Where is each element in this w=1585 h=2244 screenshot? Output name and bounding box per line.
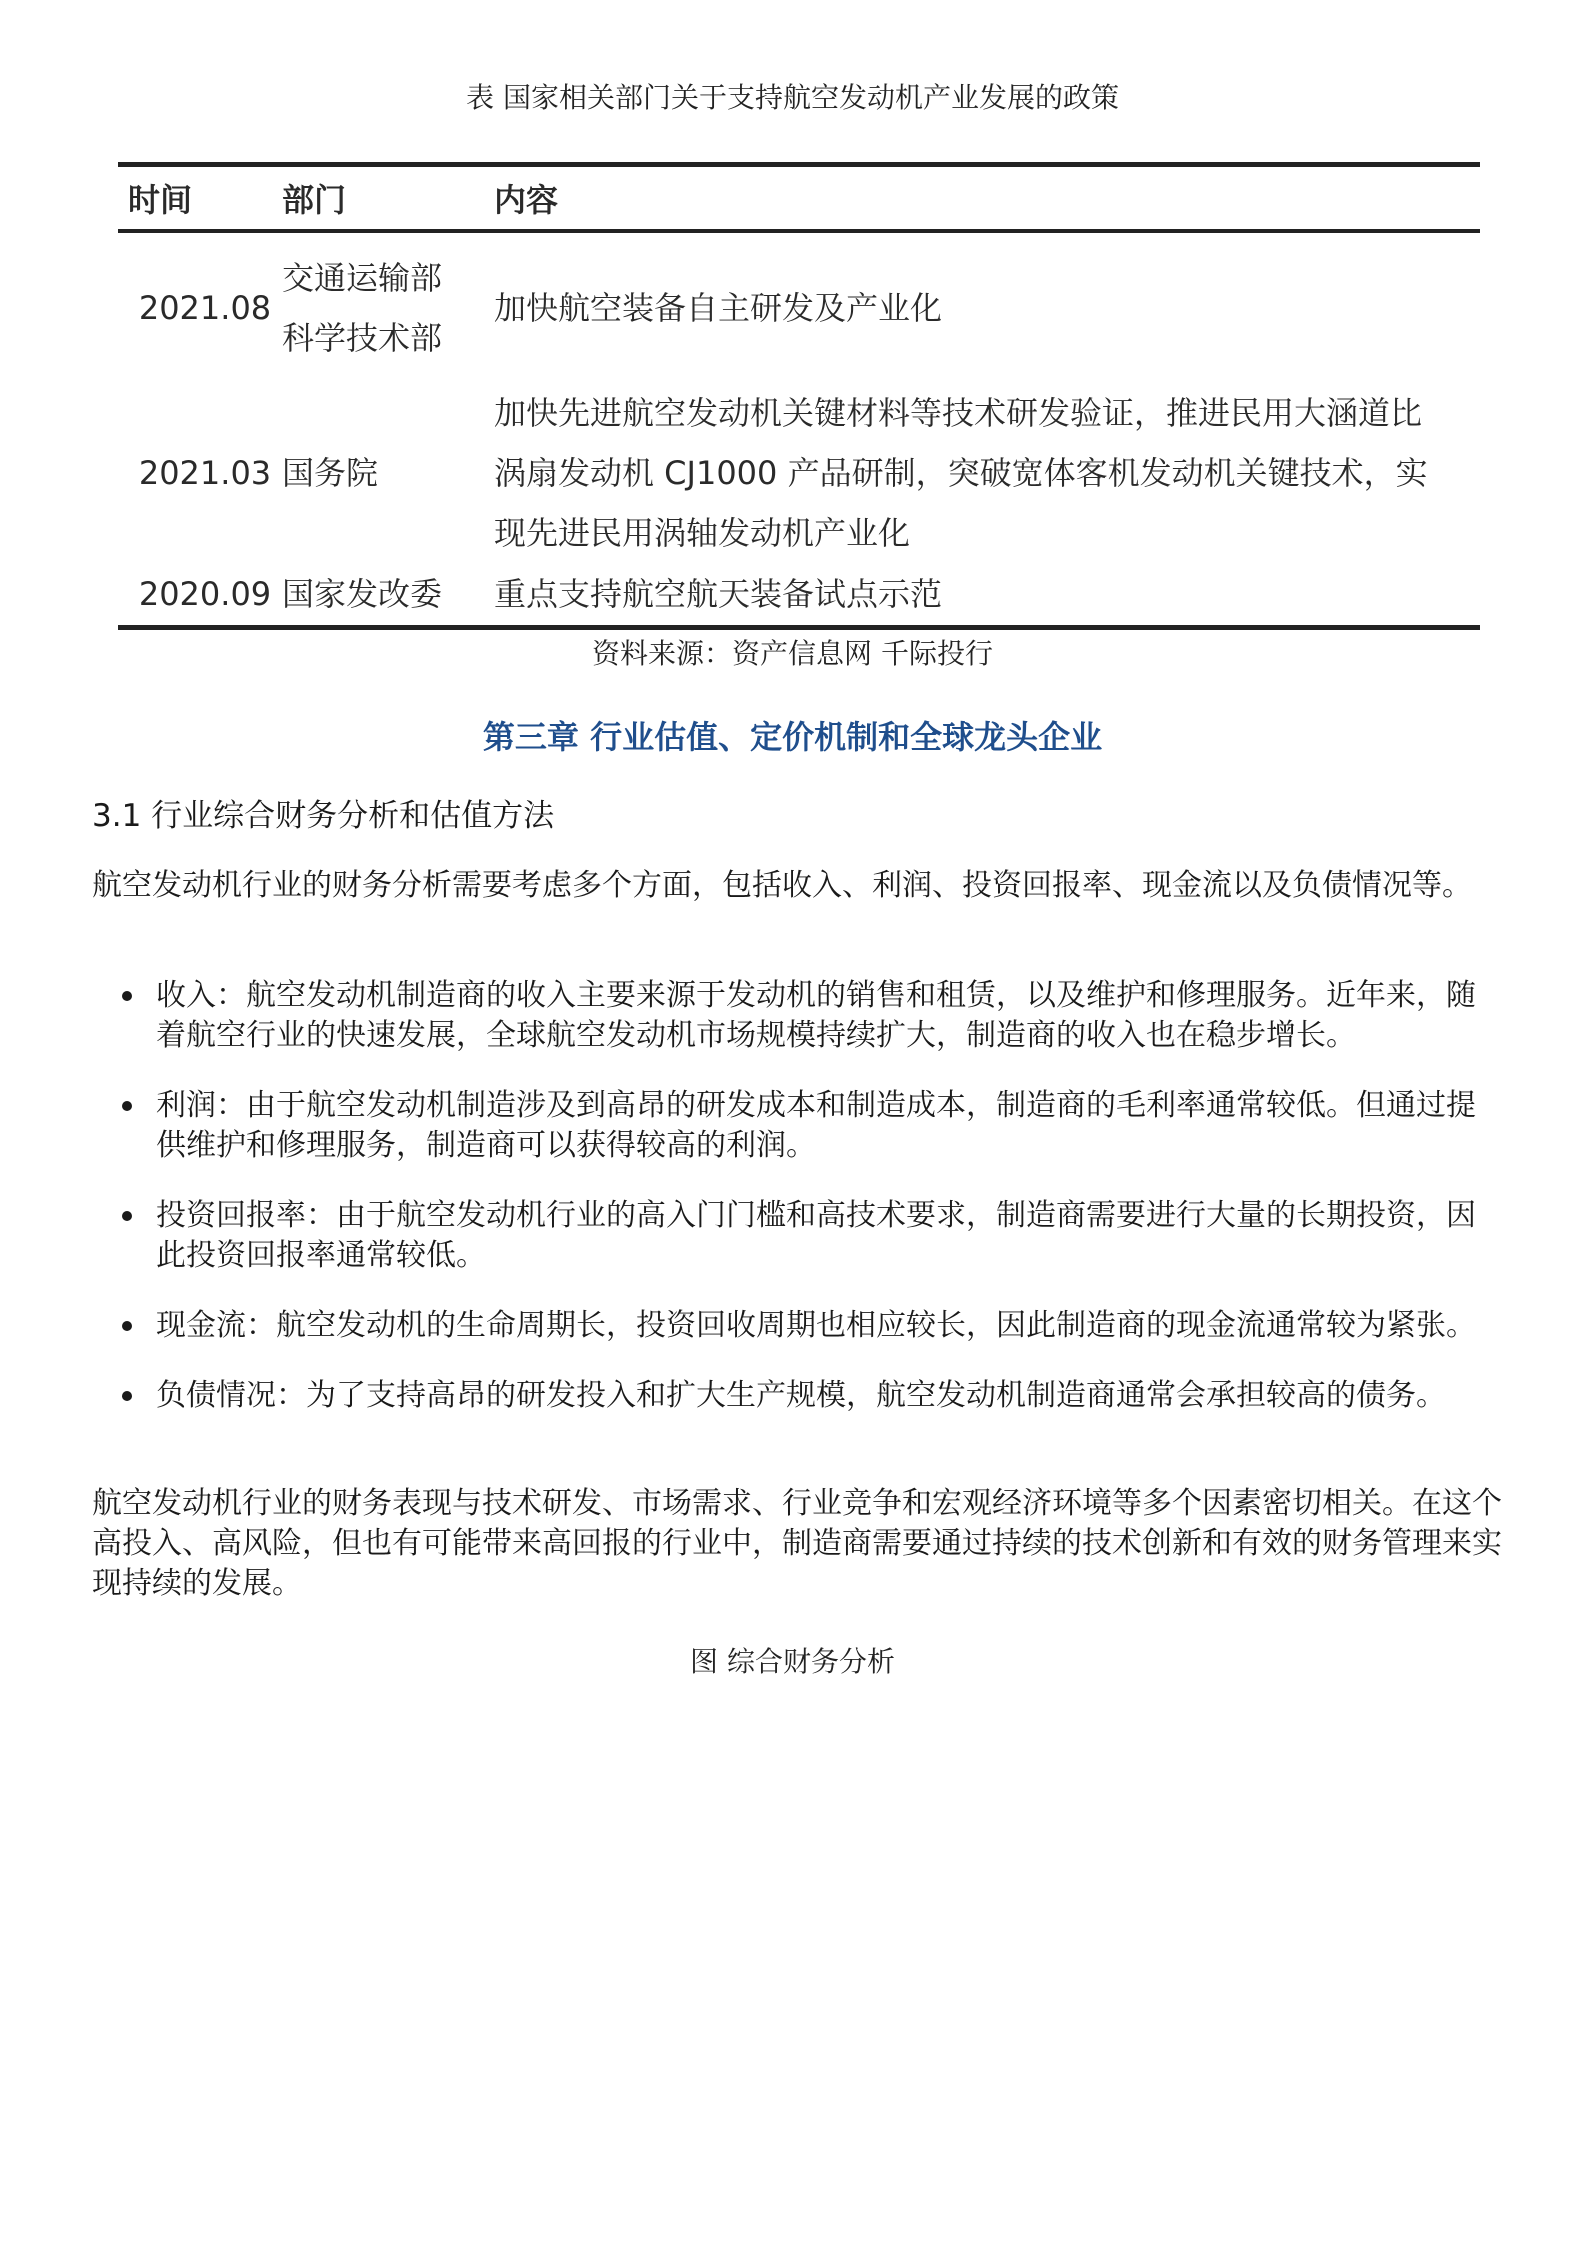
list-item-text: 负债情况：为了支持高昂的研发投入和扩大生产规模，航空发动机制造商通常会承担较高的债务。 bbox=[156, 1378, 1446, 1413]
table-row bbox=[118, 563, 1480, 628]
content-line: 涡扇发动机 CJ1000 产品研制，突破宽体客机发动机关键技术，实 bbox=[494, 454, 1428, 492]
row-department bbox=[282, 231, 494, 383]
header-department: 部门 bbox=[282, 165, 494, 232]
bullet-list bbox=[92, 976, 1502, 1446]
list-item-text: 利润：由于航空发动机制造涉及到高昂的研发成本和制造成本，制造商的毛利率通常较低。但通过提供维护和修理服务，制造商可以获得较高的利润。 bbox=[156, 1088, 1476, 1163]
department-name: 交通运输部 bbox=[282, 259, 443, 297]
table-caption: 表 国家相关部门关于支持航空发动机产业发展的政策 bbox=[466, 81, 1119, 114]
department-name: 科学技术部 bbox=[282, 319, 443, 357]
list-item-text: 现金流：航空发动机的生命周期长，投资回收周期也相应较长，因此制造商的现金流通常较为紧张。 bbox=[156, 1308, 1476, 1343]
list-item-text: 投资回报率：由于航空发动机行业的高入门门槛和高技术要求，制造商需要进行大量的长期投资，因此投资回报率通常较低。 bbox=[156, 1198, 1476, 1273]
table-row bbox=[118, 383, 1480, 563]
table-header-row bbox=[118, 165, 1480, 232]
content-line: 加快先进航空发动机关键材料等技术研发验证，推进民用大涵道比 bbox=[494, 394, 1423, 432]
list-item bbox=[92, 1306, 1502, 1346]
intro-paragraph: 航空发动机行业的财务分析需要考虑多个方面，包括收入、利润、投资回报率、现金流以及负债情况等。 bbox=[92, 868, 1472, 903]
row-time: 2021.08 bbox=[138, 289, 272, 327]
bullet-icon bbox=[122, 1101, 132, 1111]
table-source: 资料来源：资产信息网 千际投行 bbox=[592, 637, 993, 670]
bullet-icon bbox=[122, 1321, 132, 1331]
header-time: 时间 bbox=[118, 165, 282, 232]
row-content: 重点支持航空航天装备试点示范 bbox=[494, 575, 943, 613]
row-department bbox=[282, 383, 494, 563]
list-item bbox=[92, 1196, 1502, 1276]
figure-caption: 图 综合财务分析 bbox=[690, 1645, 895, 1678]
list-item bbox=[92, 1376, 1502, 1416]
row-department bbox=[282, 563, 494, 628]
table-row bbox=[118, 231, 1480, 383]
department-name: 国务院 bbox=[282, 454, 379, 492]
bullet-icon bbox=[122, 1211, 132, 1221]
chapter-title: 第三章 行业估值、定价机制和全球龙头企业 bbox=[482, 718, 1103, 756]
row-time: 2021.03 bbox=[138, 454, 272, 492]
row-content bbox=[494, 383, 1480, 563]
list-item-text: 收入：航空发动机制造商的收入主要来源于发动机的销售和租赁，以及维护和修理服务。近年来，随着航空行业的快速发展，全球航空发动机市场规模持续扩大，制造商的收入也在稳步增长。 bbox=[156, 978, 1476, 1053]
content-line: 现先进民用涡轴发动机产业化 bbox=[494, 514, 911, 552]
bullet-icon bbox=[122, 991, 132, 1001]
row-time: 2020.09 bbox=[138, 575, 272, 613]
policy-table bbox=[118, 162, 1480, 630]
section-heading: 3.1 行业综合财务分析和估值方法 bbox=[92, 798, 555, 834]
list-item bbox=[92, 976, 1502, 1056]
row-content: 加快航空装备自主研发及产业化 bbox=[494, 289, 943, 327]
conclusion-paragraph: 航空发动机行业的财务表现与技术研发、市场需求、行业竞争和宏观经济环境等多个因素密切相关。在这个高投入、高风险，但也有可能带来高回报的行业中，制造商需要通过持续的技术创新和有效的财务管理来实现持续的发展。 bbox=[92, 1486, 1502, 1601]
header-content: 内容 bbox=[494, 165, 1480, 232]
bullet-icon bbox=[122, 1391, 132, 1401]
department-name: 国家发改委 bbox=[282, 575, 443, 613]
list-item bbox=[92, 1086, 1502, 1166]
